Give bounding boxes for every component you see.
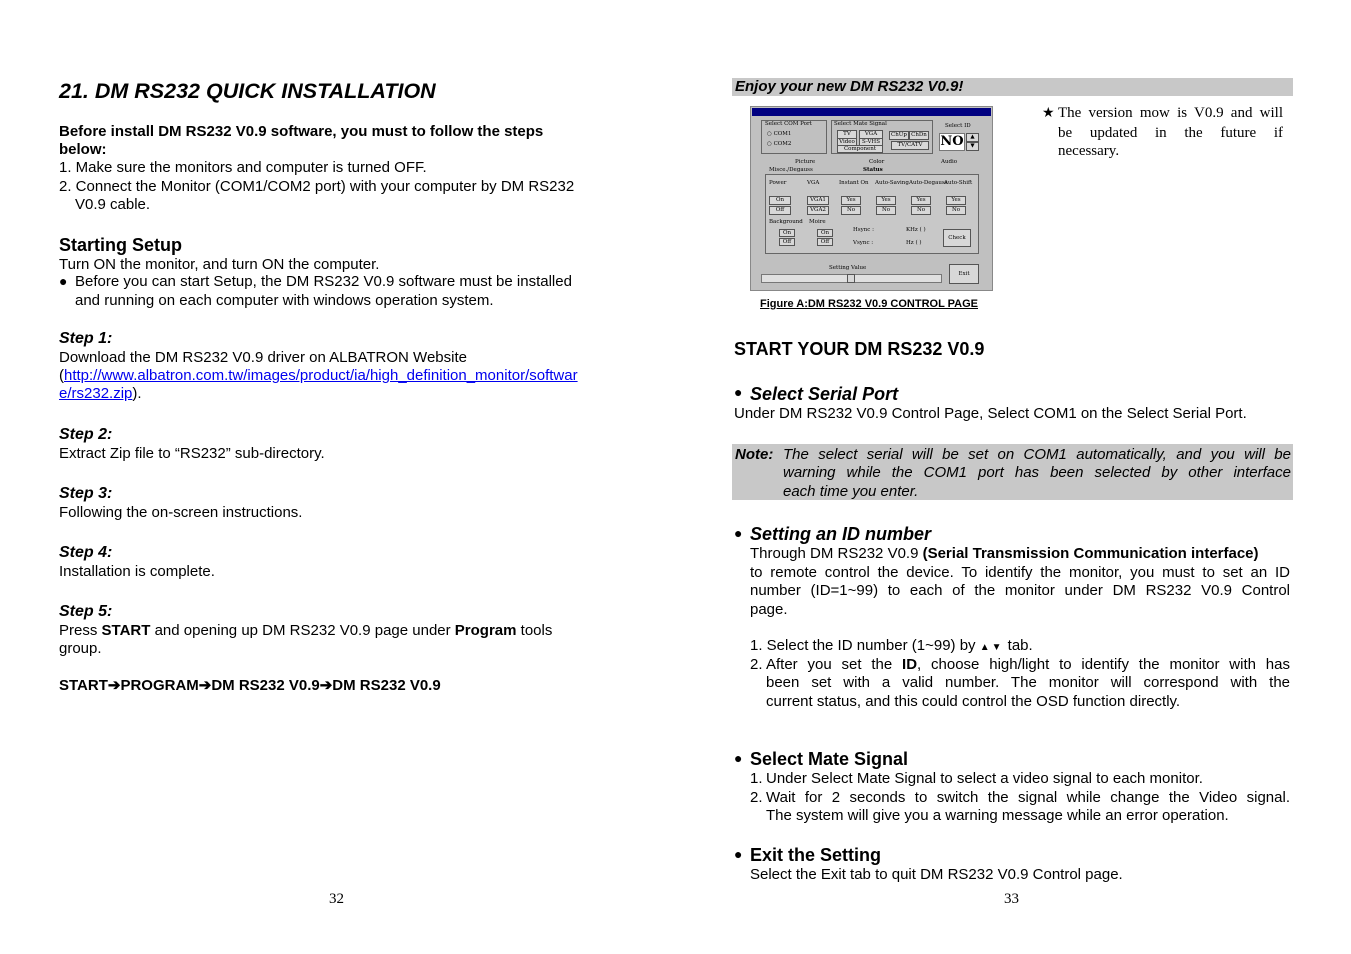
mate-2-num: 2.: [750, 789, 763, 806]
note-line-2: warning while the COM1 port has been selected by other interface: [783, 464, 1291, 481]
id-list-2-line-c: current status, and this could control the OSD function directly.: [766, 693, 1181, 710]
id-list-2-num: 2.: [750, 656, 763, 673]
id-text-1: [750, 544, 1259, 563]
up-down-arrows-icon: ▲▼: [979, 642, 1004, 653]
vsync-label: Vsync :: [853, 240, 874, 246]
screenshot-titlebar: [752, 108, 991, 116]
video-button: Video: [837, 138, 857, 146]
autoshift-yes: Yes: [946, 196, 966, 205]
tvcatv-button: TV/CATV: [891, 141, 929, 150]
version-note-2: be updated in the future if: [1058, 125, 1283, 141]
start-heading: START YOUR DM RS232 V0.9: [734, 339, 985, 359]
com1-radio: ○ COM1: [767, 131, 792, 137]
id-up-button: ▲: [966, 133, 979, 142]
banner-text: Enjoy your new DM RS232 V0.9!: [735, 78, 964, 95]
background-label: Background: [769, 219, 803, 225]
step4-text: Installation is complete.: [59, 563, 215, 580]
tab-color: Color: [869, 159, 885, 165]
tv-button: TV: [837, 130, 857, 139]
autoshift-label: Auto-Shift: [944, 180, 973, 186]
step1-link-line-2: [59, 384, 142, 403]
mate-2-text-a: Wait for 2 seconds to switch the signal while change the Video signal.: [766, 789, 1290, 806]
power-on: On: [769, 196, 791, 205]
serial-heading: Select Serial Port: [750, 384, 899, 404]
download-link[interactable]: http://www.albatron.com.tw/images/product/ia/high_definition_monitor/softwar: [64, 367, 578, 384]
step1-link-line: [59, 366, 578, 385]
background-off: Off: [779, 238, 795, 246]
page-number-left: 32: [329, 891, 344, 907]
exit-text: Select the Exit tab to quit DM RS232 V0.9 Control page.: [750, 866, 1123, 883]
id-list-1: [750, 636, 1033, 657]
select-mate-label: Select Mate Signal: [834, 121, 887, 127]
bullet-id: ●: [734, 525, 743, 541]
moire-on: On: [817, 229, 833, 237]
control-page-screenshot: [750, 106, 993, 291]
id-list-2-line-a: [766, 655, 1290, 674]
intro-bold-2: below:: [59, 141, 107, 158]
autosave-yes: Yes: [876, 196, 896, 205]
mate-1-num: 1.: [750, 770, 763, 787]
com1-label: COM1: [773, 131, 792, 137]
moire-off: Off: [817, 238, 833, 246]
step5-pre: Press: [59, 622, 102, 639]
step5-post: tools: [516, 622, 553, 639]
mate-2-text-b: The system will give you a warning message while an error operation.: [766, 807, 1229, 824]
id-list-2-line-b: been set with a valid number. The monitor will correspond with the: [766, 674, 1290, 691]
tab-status: Status: [863, 167, 883, 173]
hsync-label: Hsync :: [853, 227, 874, 233]
power-label: Power: [769, 180, 787, 186]
id-text-2: to remote control the device. To identify the monitor, you must to set an ID: [750, 564, 1290, 581]
program-path: START➔PROGRAM➔DM RS232 V0.9➔DM RS232 V0.9: [59, 677, 441, 694]
step4-label: Step 4:: [59, 544, 113, 561]
setup-text-2a: Before you can start Setup, the DM RS232 V0.9 software must be installed: [75, 273, 572, 290]
note-label: Note:: [735, 446, 774, 463]
intro-item-1: 1. Make sure the monitors and computer is turned OFF.: [59, 159, 427, 176]
tab-misc: Misce./Degauss: [769, 167, 813, 173]
id-list-1-pre: 1. Select the ID number (1~99) by: [750, 637, 980, 654]
select-com-label: Select COM Port: [765, 121, 812, 127]
mate-heading: Select Mate Signal: [750, 749, 909, 769]
autodeg-no: No: [911, 206, 931, 215]
autodeg-yes: Yes: [911, 196, 931, 205]
tab-audio: Audio: [941, 159, 958, 165]
figure-caption: Figure A:DM RS232 V0.9 CONTROL PAGE: [760, 298, 979, 310]
id-list-1-post: tab.: [1003, 637, 1033, 654]
download-link-continued[interactable]: e/rs232.zip: [59, 385, 133, 402]
star-icon: ★: [1042, 106, 1055, 121]
component-button: Component: [837, 145, 883, 153]
bullet-exit: ●: [734, 846, 743, 862]
id-text-1-bold: (Serial Transmission Communication interface): [922, 545, 1259, 562]
exit-heading: Exit the Setting: [750, 845, 882, 865]
hz-label: Hz ( ): [906, 240, 922, 246]
version-note-1: The version mow is V0.9 and will: [1058, 105, 1283, 121]
instant-yes: Yes: [841, 196, 861, 205]
step3-label: Step 3:: [59, 485, 113, 502]
autodeg-label: Auto-Degauss: [909, 180, 948, 186]
mate-1-text: Under Select Mate Signal to select a video signal to each monitor.: [766, 770, 1203, 787]
vga1-button: VGA1: [807, 196, 829, 205]
intro-item-2a: 2. Connect the Monitor (COM1/COM2 port) with your computer by DM RS232: [59, 178, 575, 195]
autosave-label: Auto-Saving: [875, 180, 909, 186]
chup-button: ChUp: [889, 131, 909, 140]
step5-program: Program: [454, 622, 517, 639]
id-text-1-pre: Through DM RS232 V0.9: [750, 545, 923, 562]
id-list-2-a-post: , choose high/light to identify the monitor with has: [917, 656, 1290, 673]
step1-paren-close: ).: [132, 385, 142, 402]
id-list-2-a-pre: After you set the: [766, 656, 903, 673]
serial-text: Under DM RS232 V0.9 Control Page, Select COM1 on the Select Serial Port.: [734, 405, 1247, 422]
svhs-button: S-VHS: [859, 138, 883, 146]
instant-label: Instant On: [839, 180, 869, 186]
setup-text-2b: and running on each computer with windows operation system.: [75, 292, 494, 309]
setup-text-1: Turn ON the monitor, and turn ON the computer.: [59, 256, 380, 273]
page-number-right: 33: [1004, 891, 1019, 907]
id-list-2-a-bold: ID: [902, 656, 918, 673]
note-line-3: each time you enter.: [783, 483, 919, 500]
exit-button-screenshot: Exit: [949, 264, 979, 284]
step1-text: Download the DM RS232 V0.9 driver on ALBATRON Website: [59, 349, 467, 366]
id-text-4: page.: [750, 601, 788, 618]
setup-bullet: ●: [59, 273, 68, 289]
instant-no: No: [841, 206, 861, 215]
id-down-button: ▼: [966, 142, 979, 151]
tab-picture: Picture: [795, 159, 816, 165]
com2-radio: ○ COM2: [767, 141, 792, 147]
moire-label: Moire: [809, 219, 826, 225]
step1-label: Step 1:: [59, 330, 113, 347]
intro-item-2b: V0.9 cable.: [75, 196, 151, 213]
com2-label: COM2: [773, 141, 792, 147]
setup-heading: Starting Setup: [59, 235, 183, 255]
vga-button: VGA: [859, 130, 883, 139]
khz-label: KHz ( ): [906, 227, 926, 233]
step2-label: Step 2:: [59, 426, 113, 443]
chdn-button: ChDn: [909, 131, 929, 140]
vga-label: VGA: [807, 180, 820, 186]
id-heading: Setting an ID number: [750, 524, 932, 544]
step1-paren-open: (: [59, 367, 64, 384]
bullet-mate: ●: [734, 750, 743, 766]
step3-text: Following the on-screen instructions.: [59, 504, 303, 521]
step5-start: START: [101, 622, 151, 639]
check-button: Check: [943, 229, 971, 247]
background-on: On: [779, 229, 795, 237]
autosave-no: No: [876, 206, 896, 215]
version-note-3: necessary.: [1058, 143, 1120, 159]
slider-thumb: [847, 274, 855, 283]
note-line-1: The select serial will be set on COM1 automatically, and you will be: [783, 446, 1291, 463]
step5-mid: and opening up DM RS232 V0.9 page under: [150, 622, 455, 639]
autoshift-no: No: [946, 206, 966, 215]
setting-value-label: Setting Value: [829, 265, 867, 271]
intro-bold-1: Before install DM RS232 V0.9 software, you must to follow the steps: [59, 123, 544, 140]
page-title: 21. DM RS232 QUICK INSTALLATION: [59, 79, 436, 103]
step2-text: Extract Zip file to “RS232” sub-directory.: [59, 445, 325, 462]
power-off: Off: [769, 206, 791, 215]
id-text-3: number (ID=1~99) to each of the monitor under DM RS232 V0.9 Control: [750, 582, 1290, 599]
step5-text: [59, 621, 552, 640]
step5-text-2: group.: [59, 640, 102, 657]
vga2-button: VGA2: [807, 206, 829, 215]
select-id-label: Select ID: [945, 123, 971, 129]
step5-label: Step 5:: [59, 603, 113, 620]
id-value: NO: [940, 134, 964, 149]
bullet-serial: ●: [734, 384, 743, 400]
